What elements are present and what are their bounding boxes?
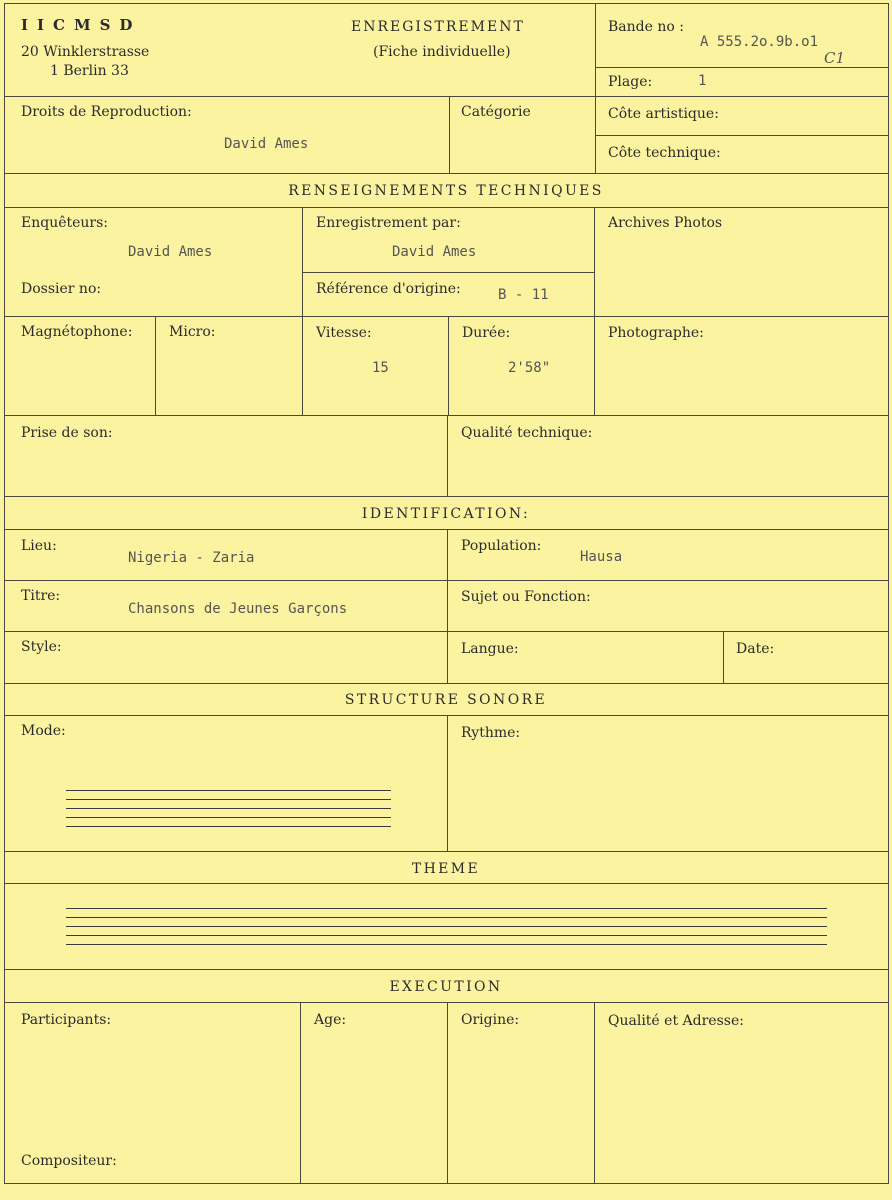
rule-rights-bottom [4, 173, 889, 174]
staff-line [66, 944, 827, 945]
qualite-technique-label: Qualité technique: [461, 425, 593, 441]
vitesse-label: Vitesse: [316, 325, 372, 341]
qualite-adresse-label: Qualité et Adresse: [608, 1013, 744, 1029]
staff-line [66, 808, 391, 809]
plage-label: Plage: [608, 74, 653, 90]
bande-annotation: C1 [824, 49, 846, 67]
rule-v-categorie-left [449, 96, 450, 174]
staff-line [66, 926, 827, 927]
rule-v-left [4, 3, 5, 1183]
enqueteurs-label: Enquêteurs: [21, 215, 109, 231]
date-label: Date: [736, 641, 775, 657]
titre-value: Chansons de Jeunes Garçons [128, 601, 348, 617]
mode-label: Mode: [21, 723, 66, 739]
rule-theme-heading [4, 883, 889, 884]
rule-v-micro [155, 316, 156, 416]
rule-enreg [302, 272, 594, 273]
vitesse-value: 15 [372, 360, 389, 376]
rule-v-date [723, 631, 724, 684]
enregistrement-par-value: David Ames [392, 244, 477, 260]
rule-v-origine [447, 1002, 448, 1184]
duree-label: Durée: [462, 325, 511, 341]
archives-photos-label: Archives Photos [608, 215, 723, 231]
plage-value: 1 [698, 73, 707, 89]
staff-line [66, 799, 391, 800]
langue-label: Langue: [461, 641, 519, 657]
rule-tech-heading [4, 207, 889, 208]
bande-label: Bande no : [608, 19, 684, 35]
sujet-label: Sujet ou Fonction: [461, 589, 591, 605]
rule-cote [595, 135, 889, 136]
form-subtitle: (Fiche individuelle) [373, 44, 511, 60]
rule-v-duree [448, 316, 449, 416]
enregistrement-par-label: Enregistrement par: [316, 215, 461, 231]
org-address-line-2: 1 Berlin 33 [50, 63, 129, 79]
rule-v-categorie-right [595, 96, 596, 174]
org-address-line-1: 20 Winklerstrasse [21, 44, 150, 60]
section-heading-theme: THEME [411, 861, 481, 877]
org-logo: IICMSD [21, 16, 142, 34]
staff-line [66, 790, 391, 791]
rule-theme-bottom [4, 969, 889, 970]
micro-label: Micro: [169, 324, 216, 340]
staff-line [66, 935, 827, 936]
section-heading-execution: EXECUTION [389, 979, 503, 995]
population-label: Population: [461, 538, 542, 554]
rule-v-tech-1 [302, 207, 303, 416]
origine-label: Origine: [461, 1012, 520, 1028]
rule-v-right [888, 3, 889, 1183]
bande-value: A 555.2o.9b.o1 [700, 34, 819, 50]
section-heading-technique: RENSEIGNEMENTS TECHNIQUES [288, 183, 604, 199]
section-heading-identification: IDENTIFICATION: [361, 506, 531, 522]
prise-de-son-label: Prise de son: [21, 425, 113, 441]
rule-dossier-bottom [4, 316, 889, 317]
dossier-label: Dossier no: [21, 281, 102, 297]
rule-v-ident [447, 529, 448, 684]
enqueteurs-value: David Ames [128, 244, 213, 260]
rythme-label: Rythme: [461, 725, 521, 741]
reference-label: Référence d'origine: [316, 281, 461, 297]
section-heading-structure: STRUCTURE SONORE [344, 692, 548, 708]
staff-line [66, 817, 391, 818]
rule-v-rythme [447, 715, 448, 852]
rule-header-bottom [4, 96, 889, 97]
rule-v-age [300, 1002, 301, 1184]
droits-label: Droits de Reproduction: [21, 104, 192, 120]
duree-value: 2'58" [508, 360, 551, 376]
categorie-label: Catégorie [461, 104, 531, 120]
lieu-label: Lieu: [21, 538, 57, 554]
form-title: ENREGISTREMENT [351, 19, 525, 35]
participants-label: Participants: [21, 1012, 112, 1028]
photographe-label: Photographe: [608, 325, 704, 341]
titre-label: Titre: [21, 588, 61, 604]
droits-value: David Ames [224, 136, 309, 152]
rule-v-qualite-adresse [594, 1002, 595, 1184]
staff-line [66, 908, 827, 909]
population-value: Hausa [580, 549, 623, 565]
rule-v-qualite [447, 415, 448, 497]
staff-line [66, 917, 827, 918]
reference-value: B - 11 [498, 287, 549, 303]
lieu-value: Nigeria - Zaria [128, 550, 255, 566]
style-label: Style: [21, 639, 62, 655]
rule-plage [595, 67, 889, 68]
staff-line [66, 826, 391, 827]
cote-technique-label: Côte technique: [608, 145, 721, 161]
cote-artistique-label: Côte artistique: [608, 106, 719, 122]
rule-v-header [595, 3, 596, 97]
rule-top [4, 3, 889, 4]
magnetophone-label: Magnétophone: [21, 324, 133, 340]
compositeur-label: Compositeur: [21, 1153, 117, 1169]
rule-v-tech-2 [594, 207, 595, 416]
age-label: Age: [314, 1012, 347, 1028]
